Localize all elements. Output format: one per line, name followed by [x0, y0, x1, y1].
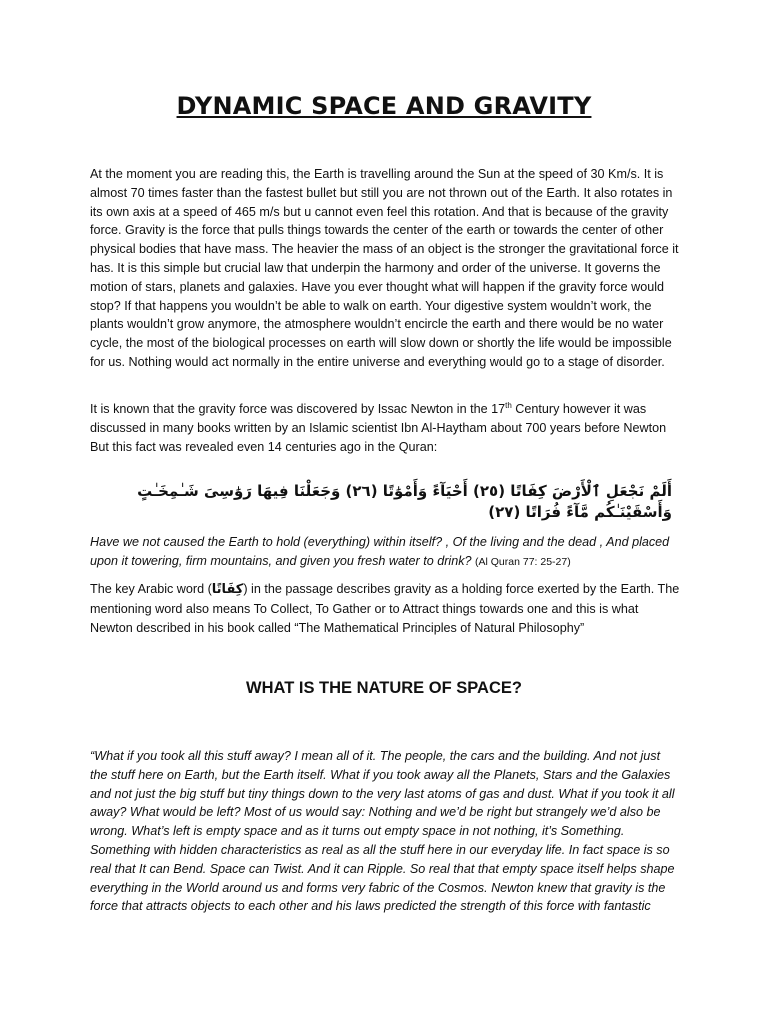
ordinal-suffix: th: [505, 400, 512, 410]
arabic-key-word: كِفَاتًا: [211, 582, 244, 597]
key-word-paragraph: [90, 580, 680, 637]
verse-reference: (Al Quran 77: 25-27): [475, 555, 571, 568]
history-text-after: Century however it was discussed in many books written by an Islamic scientist Ibn Al-Haytham about 700 years before Newton But this fact was revealed even 14 centuries ago in the Quran:: [90, 402, 667, 454]
history-paragraph: [90, 400, 680, 456]
history-text-before: It is known that the gravity force was discovered by Issac Newton in the 17: [90, 402, 506, 416]
space-quote: “What if you took all this stuff away? I mean all of it. The people, the cars and the building. And not just the stuff here on Earth, but the Earth itself. What if you took away all the Planets, Stars and the Galaxies and not just the big stuff but tiny things down to the very last atoms of gas and dust. What if you took it all away? What would be left? Most of us would say: Nothing and we’d be right but strangely we’d also be wrong. What’s left is empty space and as it turns out empty space in not nothing, it’s Something. Something with hidden characteristics as real as all the stuff here in our everyday life. In fact space is so real that It can Bend. Space can Twist. And it can Ripple. So real that that empty space itself helps shape everything in the World around us and forms very fabric of the Cosmos. Newton knew that gravity is the force that attracts objects to each other and his laws predicted the strength of this force with fantastic: [90, 749, 675, 914]
section-heading: WHAT IS THE NATURE OF SPACE?: [246, 679, 522, 697]
verse-translation: [90, 533, 680, 572]
key-word-text-before: The key Arabic word (: [90, 582, 212, 596]
intro-paragraph: At the moment you are reading this, the Earth is travelling around the Sun at the speed of 30 Km/s. It is almost 70 times faster than the fastest bullet but still you are not thrown out of the Earth. It also rotates in its own axis at a speed of 465 m/s but u cannot even feel this rotation. And that is because of the gravity force. Gravity is the force that pulls things towards the center of the earth or towards the center of other physical bodies that have mass. The heavier the mass of an object is the stronger the gravitational force it has. It is this simple but crucial law that underpin the harmony and order of the universe. It governs the motion of stars, planets and galaxies. Have you ever thought what will happen if the gravity force would stop? If that happens you wouldn’t be able to walk on earth. Your digestive system wouldn’t work, the plants wouldn’t grow anymore, the atmosphere wouldn’t encircle the earth and there would be no water cycle, the most of the biological processes on earth will slow down or shortly the life would be impossible for us. Nothing would act normally in the entire universe and everything would go to a stage of disorder.: [90, 167, 679, 369]
translation-text: Have we not caused the Earth to hold (everything) within itself? , Of the living and the dead , And placed upon it towering, firm mountains, and given you fresh water to drink?: [90, 535, 670, 568]
key-word-text-after: ) in the passage describes gravity as a holding force exerted by the Earth. The mentioning word also means To Collect, To Gather or to Attract things towards one and this is what Newton described in his book called “The Mathematical Principles of Natural Philosophy”: [90, 582, 680, 635]
quran-verse-arabic: أَلَمْ نَجْعَلِ ٱلْأَرْضَ كِفَاتًا (٢٥) أَحْيَآءً وَأَمْوَٰتًا (٢٦) وَجَعَلْنَا فِيهَا رَوَٰسِىَ شَـٰمِخَـٰتٍ وَأَسْقَيْنَـٰكُم مَّآءً فُرَاتًا (٢٧): [137, 482, 672, 521]
document-title: DYNAMIC SPACE AND GRAVITY: [176, 92, 592, 120]
